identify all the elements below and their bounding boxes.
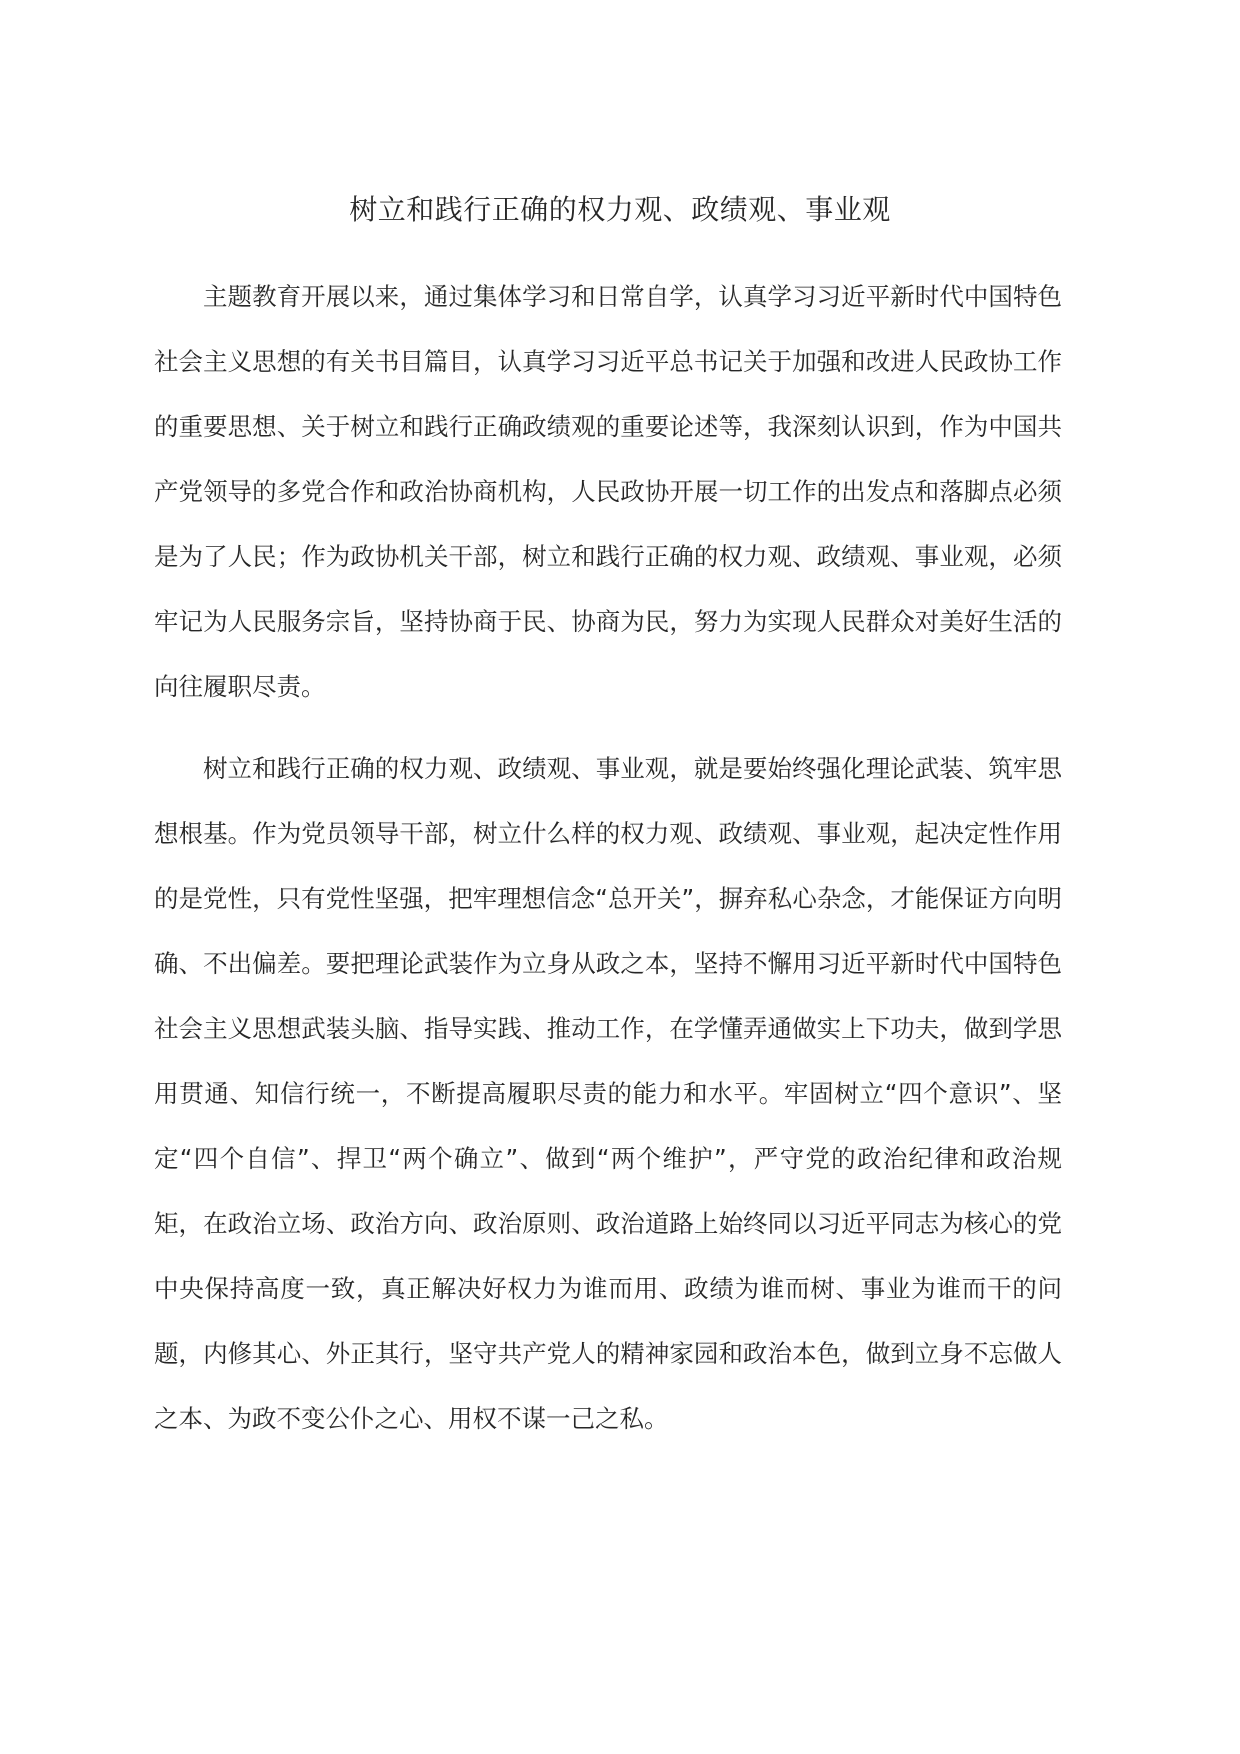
document-title: 树立和践行正确的权力观、政绩观、事业观 xyxy=(349,193,891,226)
body-paragraph-1: 主题教育开展以来，通过集体学习和日常自学，认真学习习近平新时代中国特色社会主义思想的有关书目篇目，认真学习习近平总书记关于加强和改进人民政协工作的重要思想、关于树立和践行正确政绩观的重要论述等，我深刻认识到，作为中国共产党领导的多党合作和政治协商机构，人民政协开展一切工作的出发点和落脚点必须是为了人民；作为政协机关干部，树立和践行正确的权力观、政绩观、事业观，必须牢记为人民服务宗旨，坚持协商于民、协商为民，努力为实现人民群众对美好生活的向往履职尽责。 xyxy=(154,282,1062,701)
body-paragraph-2: 树立和践行正确的权力观、政绩观、事业观，就是要始终强化理论武装、筑牢思想根基。作为党员领导干部，树立什么样的权力观、政绩观、事业观，起决定性作用的是党性，只有党性坚强，把牢理想信念“总开关”，摒弃私心杂念，才能保证方向明确、不出偏差。要把理论武装作为立身从政之本，坚持不懈用习近平新时代中国特色社会主义思想武装头脑、指导实践、推动工作，在学懂弄通做实上下功夫，做到学思用贯通、知信行统一，不断提高履职尽责的能力和水平。牢固树立“四个意识”、坚定“四个自信”、捍卫“两个确立”、做到“两个维护”，严守党的政治纪律和政治规矩，在政治立场、政治方向、政治原则、政治道路上始终同以习近平同志为核心的党中央保持高度一致，真正解决好权力为谁而用、政绩为谁而树、事业为谁而干的问题，内修其心、外正其行，坚守共产党人的精神家园和政治本色，做到立身不忘做人之本、为政不变公仆之心、用权不谋一己之私。 xyxy=(154,754,1062,1433)
